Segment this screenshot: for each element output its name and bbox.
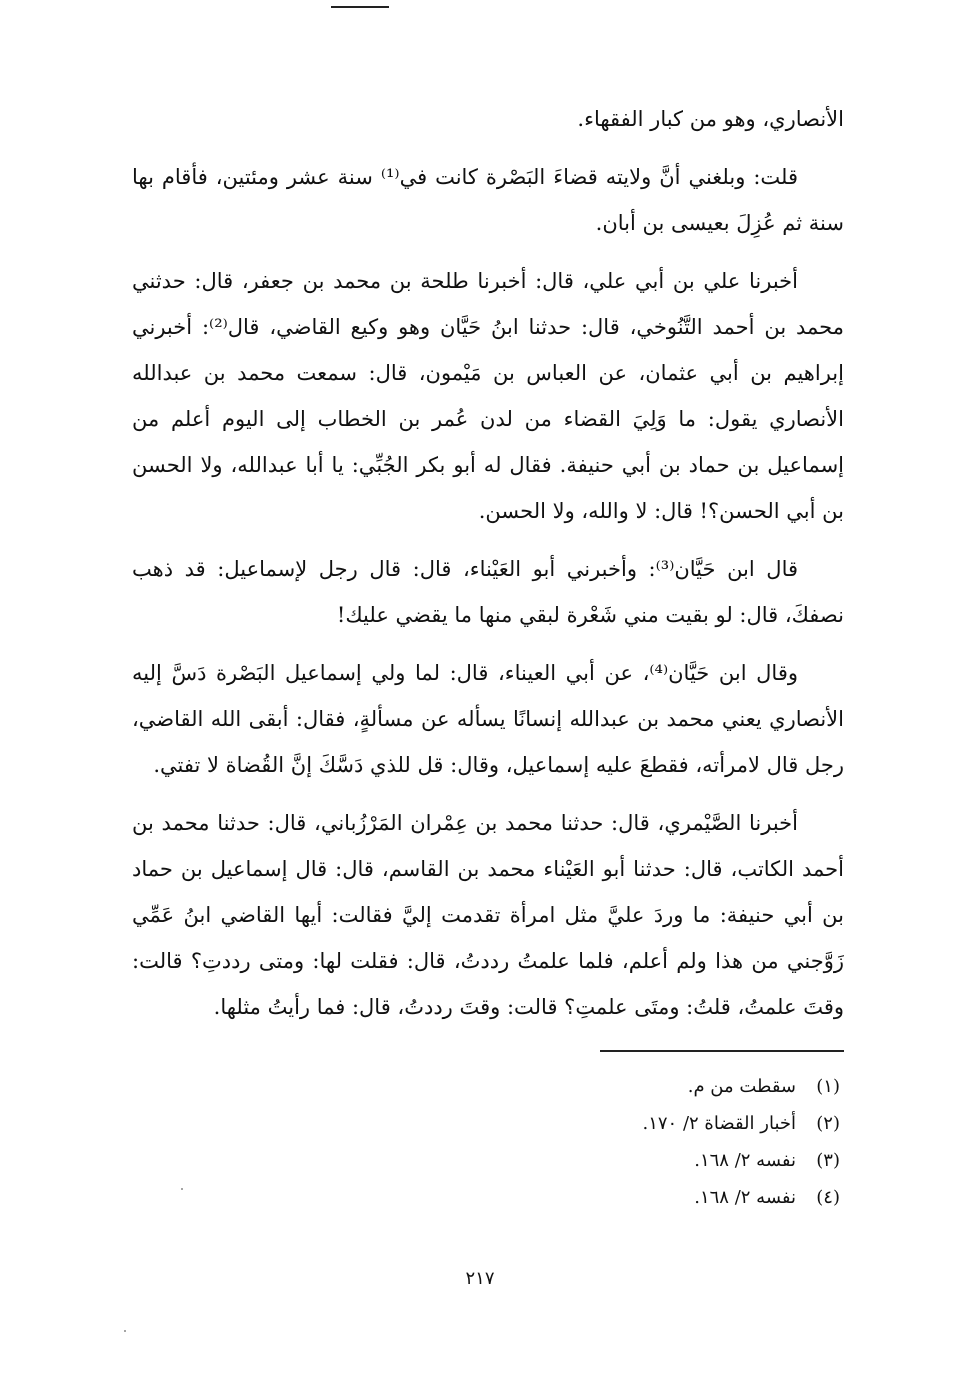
paragraph-6: أخبرنا الصَّيْمري، قال: حدثنا محمد بن عِمْران المَرْزُباني، قال: حدثنا محمد بن أحمد الكاتب، قال: حدثنا أبو العَيْناء محمد بن القاسم، قال: قال إسماعيل بن حماد بن أبي حنيفة: ما وردَ عليَّ مثل امرأة تقدمت إليَّ فقالت: أيها القاضي ابنُ عَمِّي زَوَّجني من هذا ولم أعلم، فلما علمتُ رددتُ، قال: فقلت لها: ومتى رددتِ؟ قالت: وقتَ علمتُ، قلتُ: ومتَى علمتِ؟ قالت: وقتَ رددتُ، قال: فما رأيتُ مثلها. bbox=[132, 811, 844, 1019]
paragraph-5: وقال ابن حَيَّان⁽⁴⁾، عن أبي العيناء، قال: لما ولي إسماعيل البَصْرة دَسَّ إليه الأنصاري يعني محمد بن عبدالله إنسانًا يسأله عن مسألةٍ، فقال: أبقى الله القاضي، رجل قال لامرأته، فقطعَ عليه إسماعيل، وقال: قل للذي دَسَّكَ إنَّ القُضاة لا تفتي. bbox=[132, 661, 844, 777]
page-number: ٢١٧ bbox=[465, 1268, 495, 1289]
footnote-text: سقطت من م. bbox=[687, 1076, 796, 1097]
footnote-number: (٤) bbox=[816, 1187, 840, 1208]
footnote-2 bbox=[400, 1105, 840, 1142]
scan-speck bbox=[124, 1330, 126, 1332]
paragraph-4: قال ابن حَيَّان⁽³⁾: وأخبرني أبو العَيْناء، قال: قال رجل لإسماعيل: قد ذهب نصفكَ، قال: لو بقيت مني شَعْرة لبقي منها ما يقضي عليك! bbox=[132, 557, 844, 627]
footnote-3 bbox=[400, 1142, 840, 1179]
top-rule bbox=[331, 6, 389, 8]
paragraph-3: أخبرنا علي بن أبي علي، قال: أخبرنا طلحة بن محمد بن جعفر، قال: حدثني محمد بن أحمد التَّنُوخي، قال: حدثنا ابنُ حَيَّان وهو وكيع القاضي، قال⁽²⁾: أخبرني إبراهيم بن أبي عثمان، عن العباس بن مَيْمون، قال: سمعت محمد بن عبدالله الأنصاري يقول: ما وَلِيَ القضاء من لدن عُمر بن الخطاب إلى اليوم أعلم من إسماعيل بن حماد بن أبي حنيفة. فقال له أبو بكر الجُبِّي: يا أبا عبدالله، ولا الحسن بن أبي الحسن؟! قال: لا والله، ولا الحسن. bbox=[132, 269, 844, 523]
footnote-1 bbox=[400, 1068, 840, 1105]
footnote-text: نفسه ٢/ ١٦٨. bbox=[694, 1187, 796, 1208]
main-text bbox=[132, 96, 844, 1042]
footnote-number: (٣) bbox=[816, 1150, 840, 1171]
footnote-number: (٢) bbox=[816, 1113, 840, 1134]
paragraph-2: قلت: وبلغني أنَّ ولايته قضاءَ البَصْرة كانت في⁽¹⁾ سنة عشر ومئتين، فأقام بها سنة ثم عُزِلَ بعيسى بن أبان. bbox=[132, 165, 844, 235]
footnote-rule bbox=[600, 1050, 844, 1052]
footnote-number: (١) bbox=[816, 1076, 840, 1097]
scan-speck bbox=[181, 1188, 183, 1190]
footnotes bbox=[400, 1068, 840, 1216]
footnote-text: نفسه ٢/ ١٦٨. bbox=[694, 1150, 796, 1171]
footnote-text: أخبار القضاة ٢/ ١٧٠. bbox=[642, 1113, 796, 1134]
footnote-4 bbox=[400, 1179, 840, 1216]
paragraph-1: الأنصاري، وهو من كبار الفقهاء. bbox=[577, 107, 844, 131]
